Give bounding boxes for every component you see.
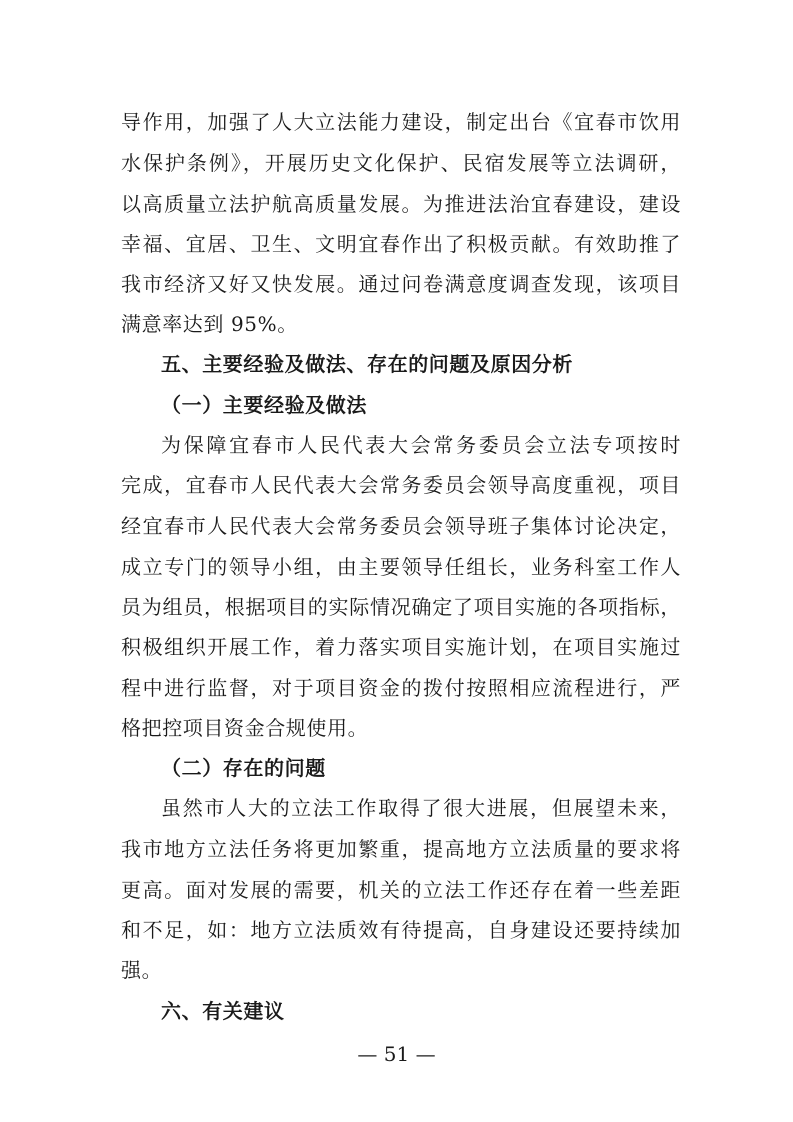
paragraph-experience-line: 经宜春市人民代表大会常务委员会领导班子集体讨论决定， bbox=[121, 514, 681, 538]
paragraph-problems-line: 虽然市人大的立法工作取得了很大进展，但展望未来， bbox=[161, 796, 681, 820]
paragraph-intro-line: 幸福、宜居、卫生、文明宜春作出了积极贡献。有效助推了 bbox=[121, 232, 681, 256]
section-five-title: 五、主要经验及做法、存在的问题及原因分析 bbox=[161, 352, 573, 376]
paragraph-experience-line: 积极组织开展工作，着力落实项目实施计划，在项目实施过 bbox=[121, 635, 681, 659]
paragraph-experience-line: 格把控项目资金合规使用。 bbox=[121, 716, 369, 740]
paragraph-problems-line: 强。 bbox=[121, 958, 163, 982]
paragraph-experience-line: 员为组员，根据项目的实际情况确定了项目实施的各项指标， bbox=[121, 595, 681, 619]
page-number: — 51 — bbox=[357, 1042, 436, 1066]
paragraph-intro-line: 水保护条例》，开展历史文化保护、民宿发展等立法调研， bbox=[121, 151, 681, 175]
paragraph-intro-line: 以高质量立法护航高质量发展。为推进法治宜春建设，建设 bbox=[121, 192, 681, 216]
paragraph-experience-line: 为保障宜春市人民代表大会常务委员会立法专项按时 bbox=[161, 433, 681, 457]
paragraph-experience-line: 程中进行监督，对于项目资金的拨付按照相应流程进行，严 bbox=[121, 676, 681, 700]
paragraph-intro-line: 我市经济又好又快发展。通过问卷满意度调查发现，该项目 bbox=[121, 272, 681, 296]
subsection-one-title: （一）主要经验及做法 bbox=[161, 393, 367, 417]
section-six-title: 六、有关建议 bbox=[161, 999, 285, 1023]
paragraph-problems-line: 更高。面对发展的需要，机关的立法工作还存在着一些差距 bbox=[121, 878, 681, 902]
paragraph-intro-line: 导作用，加强了人大立法能力建设，制定出台《宜春市饮用 bbox=[121, 110, 681, 134]
paragraph-problems-line: 我市地方立法任务将更加繁重，提高地方立法质量的要求将 bbox=[121, 837, 681, 861]
paragraph-experience-line: 完成，宜春市人民代表大会常务委员会领导高度重视，项目 bbox=[121, 473, 681, 497]
paragraph-intro-line: 满意率达到 95%。 bbox=[121, 312, 298, 336]
paragraph-problems-line: 和不足，如：地方立法质效有待提高，自身建设还要持续加 bbox=[121, 918, 681, 942]
paragraph-experience-line: 成立专门的领导小组，由主要领导任组长，业务科室工作人 bbox=[121, 555, 681, 579]
subsection-two-title: （二）存在的问题 bbox=[161, 756, 326, 780]
